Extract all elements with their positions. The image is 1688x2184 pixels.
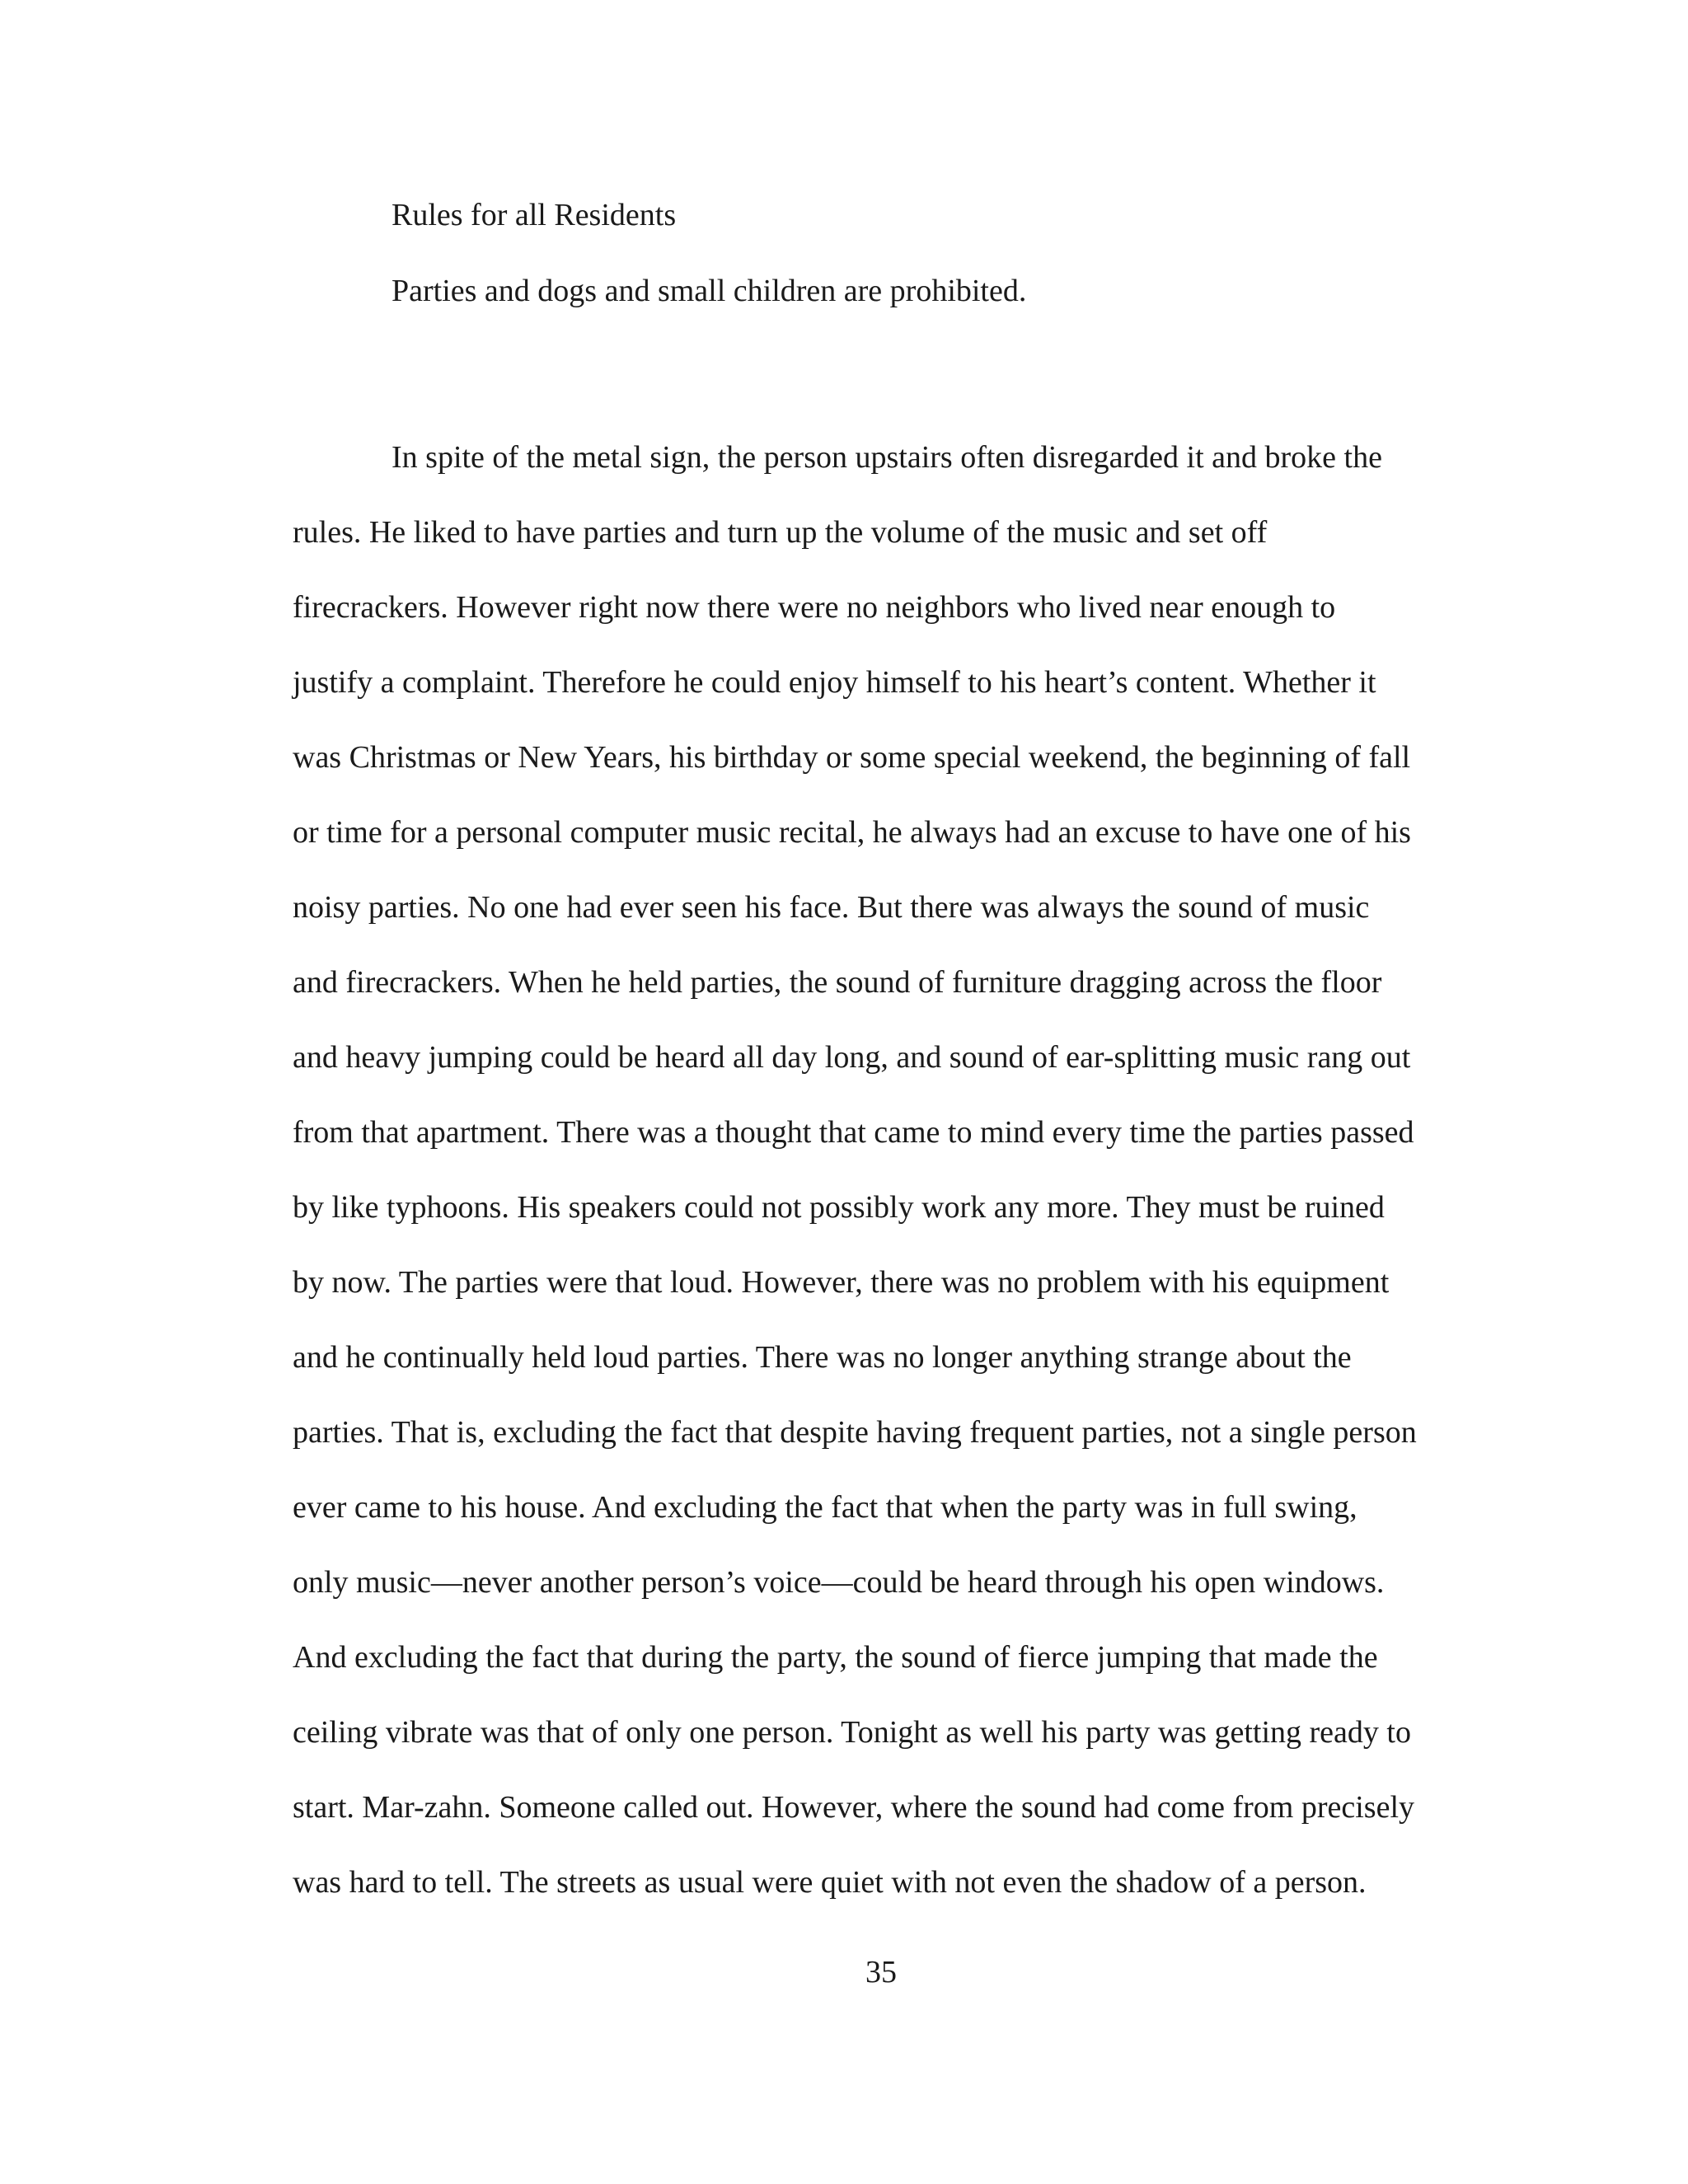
paragraph-line: ceiling vibrate was that of only one person. Tonight as well his party was getting ready to	[293, 1715, 1411, 1750]
sign-title: Rules for all Residents	[392, 198, 677, 232]
paragraph-line: And excluding the fact that during the party, the sound of fierce jumping that made the	[293, 1640, 1378, 1675]
paragraph-line: and firecrackers. When he held parties, the sound of furniture dragging across the floor	[293, 965, 1382, 1000]
paragraph-line: rules. He liked to have parties and turn up the volume of the music and set off	[293, 515, 1268, 550]
paragraph-line: and he continually held loud parties. There was no longer anything strange about the	[293, 1340, 1352, 1375]
paragraph-line: only music—never another person’s voice—could be heard through his open windows.	[293, 1565, 1385, 1600]
paragraph-line: firecrackers. However right now there were no neighbors who lived near enough to	[293, 590, 1336, 625]
paragraph-line: noisy parties. No one had ever seen his face. But there was always the sound of music	[293, 890, 1370, 925]
paragraph-line: and heavy jumping could be heard all day long, and sound of ear-splitting music rang out	[293, 1040, 1411, 1075]
paragraph-line: ever came to his house. And excluding the fact that when the party was in full swing,	[293, 1490, 1357, 1525]
body-paragraph	[293, 420, 1463, 1920]
paragraph-line: justify a complaint. Therefore he could enjoy himself to his heart’s content. Whether it	[293, 665, 1376, 700]
paragraph-line: was hard to tell. The streets as usual were quiet with not even the shadow of a person.	[293, 1865, 1367, 1900]
paragraph-line: start. Mar-zahn. Someone called out. However, where the sound had come from precisely	[293, 1790, 1415, 1825]
paragraph-line: parties. That is, excluding the fact that despite having frequent parties, not a single person	[293, 1415, 1417, 1450]
paragraph-line: was Christmas or New Years, his birthday or some special weekend, the beginning of fall	[293, 740, 1411, 775]
page-number: 35	[865, 1955, 897, 1990]
paragraph-line: by like typhoons. His speakers could not possibly work any more. They must be ruined	[293, 1190, 1385, 1225]
paragraph-line: from that apartment. There was a thought that came to mind every time the parties passed	[293, 1115, 1414, 1150]
paragraph-line: by now. The parties were that loud. However, there was no problem with his equipment	[293, 1265, 1390, 1300]
paragraph-line: In spite of the metal sign, the person upstairs often disregarded it and broke the	[392, 440, 1382, 475]
paragraph-line: or time for a personal computer music recital, he always had an excuse to have one of his	[293, 815, 1411, 850]
sign-rule: Parties and dogs and small children are prohibited.	[392, 274, 1027, 308]
